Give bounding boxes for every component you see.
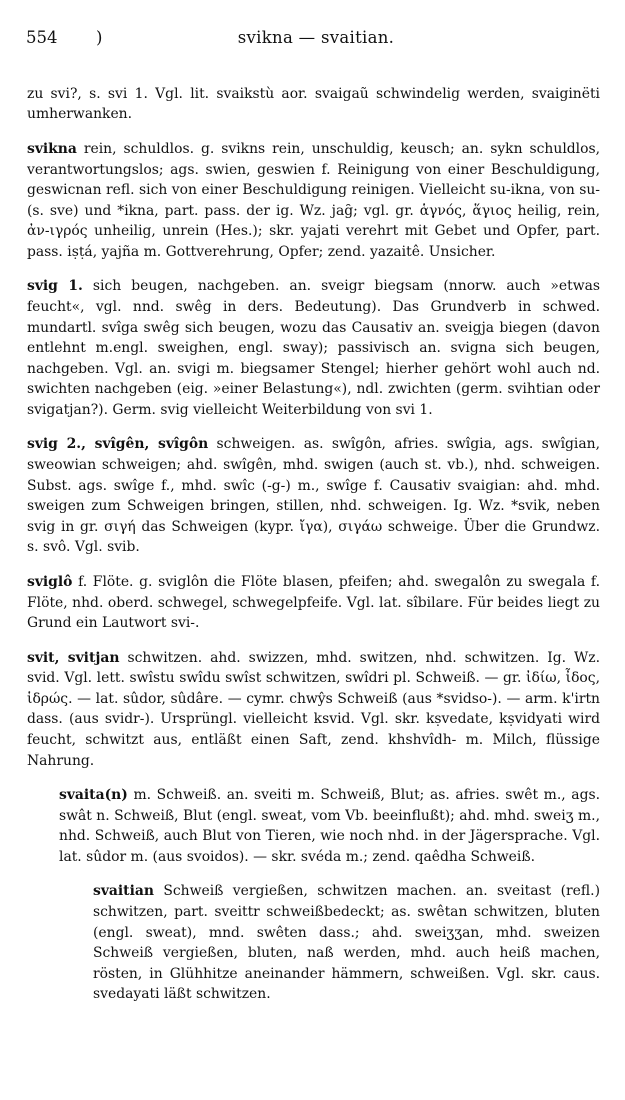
entry-continuation xyxy=(27,84,600,125)
headword: svikna xyxy=(27,140,77,157)
entry-text: rein, schuldlos. g. svikns rein, unschuldig, keusch; an. sykn schuldlos, verantwortungslos; ags. swien, geswien f. Reinigung von einer Beschuldigung, geswicnan refl. sich von einer Beschuldigung reinigen. Vielleicht su-ikna, von su- (s. sve) und *ikna, part. pass. der ig. Wz. jag̑; vgl. gr. ἁγνός, ἅγιος heilig, rein, ἀν-ιγρός unheilig, unrein (Hes.); skr. yajati verehrt mit Gebet und Opfer, part. pass. iṣṭá, yajña m. Gottverehrung, Opfer; zend. yazaitê. Unsicher. xyxy=(27,140,600,260)
entry-text: zu svi?, s. svi 1. Vgl. lit. svaikstù aor. svaigaũ schwindelig werden, svaiginëti umherwanken. xyxy=(27,85,600,123)
entry-svig-2 xyxy=(27,434,600,558)
headword: svaita(n) xyxy=(59,787,128,804)
entry-text: schweigen. as. swîgôn, afries. swîgia, ags. swîgian, sweowian schweigen; ahd. swîgên, mhd. swigen (auch st. vb.), nhd. schweigen. Subst. ags. swîge f., mhd. swîc (-g-) m., swîge f. Causativ svaigian: ahd. mhd. sweigen zum Schweigen bringen, stillen, nhd. schweigen. Ig. Wz. *svik, neben svig in gr. σιγή das Schweigen (kypr. ἴγα), σιγάω schweige. Über die Grundwz. s. svô. Vgl. svib. xyxy=(27,436,601,556)
entry-svaitan xyxy=(59,785,600,867)
margin-mark: ) xyxy=(96,28,103,47)
entry-svaitian xyxy=(93,881,600,1005)
entry-text: schwitzen. ahd. swizzen, mhd. switzen, nhd. schwitzen. Ig. Wz. svid. Vgl. lett. swîstu swîdu swîst schwitzen, swîdri pl. Schweiß. — gr. ἰδίω, ἶδος, ἱδρώς. — lat. sûdor, sûdâre. — cymr. chwŷs Schweiß (aus *svidso-). — arm. k'irtn dass. (aus svidr-). Ursprüngl. vielleicht ksvid. Vgl. skr. kṣvedate, kṣvidyati wird feucht, schwitzt aus, entläßt einen Saft, zend. khshvîdh- m. Milch, flüssige Nahrung. xyxy=(27,649,601,769)
entry-sviglo xyxy=(27,572,600,634)
headword: svit, svitjan xyxy=(27,649,120,666)
headword: svig 2., svîgên, svîgôn xyxy=(27,436,209,453)
headword: sviglô xyxy=(27,573,73,590)
page-number: 554 xyxy=(26,28,58,47)
running-title: svikna — svaitian. xyxy=(237,28,395,47)
page-body xyxy=(27,70,600,1012)
entry-text: m. Schweiß. an. sveiti m. Schweiß, Blut; as. afries. swêt m., ags. swât n. Schweiß, Blut (engl. sweat, vom Vb. beeinflußt); ahd. mhd. sweiʒ m., nhd. Schweiß, auch Blut von Tieren, wie noch nhd. in der Jägersprache. Vgl. lat. sûdor m. (aus svoidos). — skr. svéda m.; zend. qaêdha Schweiß. xyxy=(59,787,600,865)
entry-svikna xyxy=(27,139,600,263)
entry-text: sich beugen, nachgeben. an. sveigr biegsam (nnorw. auch »etwas feucht«, vgl. nnd. swêg in ders. Bedeutung). Das Grundverb in schwed. mundartl. svîga swêg sich beugen, wozu das Causativ an. sveigja biegen (davon entlehnt m.engl. sweighen, engl. sway); passivisch an. svigna sich beugen, nachgeben. Vgl. an. svigi m. biegsamer Stengel; hierher gehört wohl auch nd. swichten nachgeben (eig. »einer Belastung«), ndl. zwichten (germ. svihtian oder svigatjan?). Germ. svig vielleicht Weiterbildung von svi 1. xyxy=(27,278,601,418)
entry-svit xyxy=(27,648,600,772)
entry-text: Schweiß vergießen, schwitzen machen. an. sveitast (refl.) schwitzen, part. sveittr schweißbedeckt; as. swêtan schwitzen, bluten (engl. sweat), mnd. swêten dass.; ahd. sweiʒʒan, mhd. sweizen Schweiß vergießen, bluten, naß werden, mhd. auch heiß machen, rösten, in Glühhitze aneinander hämmern, schweißen. Vgl. skr. caus. svedayati läßt schwitzen. xyxy=(93,883,600,1003)
headword: svig 1. xyxy=(27,278,83,295)
headword: svaitian xyxy=(93,883,154,900)
page-header xyxy=(26,28,606,54)
entry-text: f. Flöte. g. sviglôn die Flöte blasen, pfeifen; ahd. swegalôn zu swegala f. Flöte, nhd. oberd. schwegel, schwegelpfeife. Vgl. lat. sîbilare. Für beides liegt zu Grund ein Lautwort svi-. xyxy=(27,573,600,632)
entry-svig-1 xyxy=(27,276,600,420)
